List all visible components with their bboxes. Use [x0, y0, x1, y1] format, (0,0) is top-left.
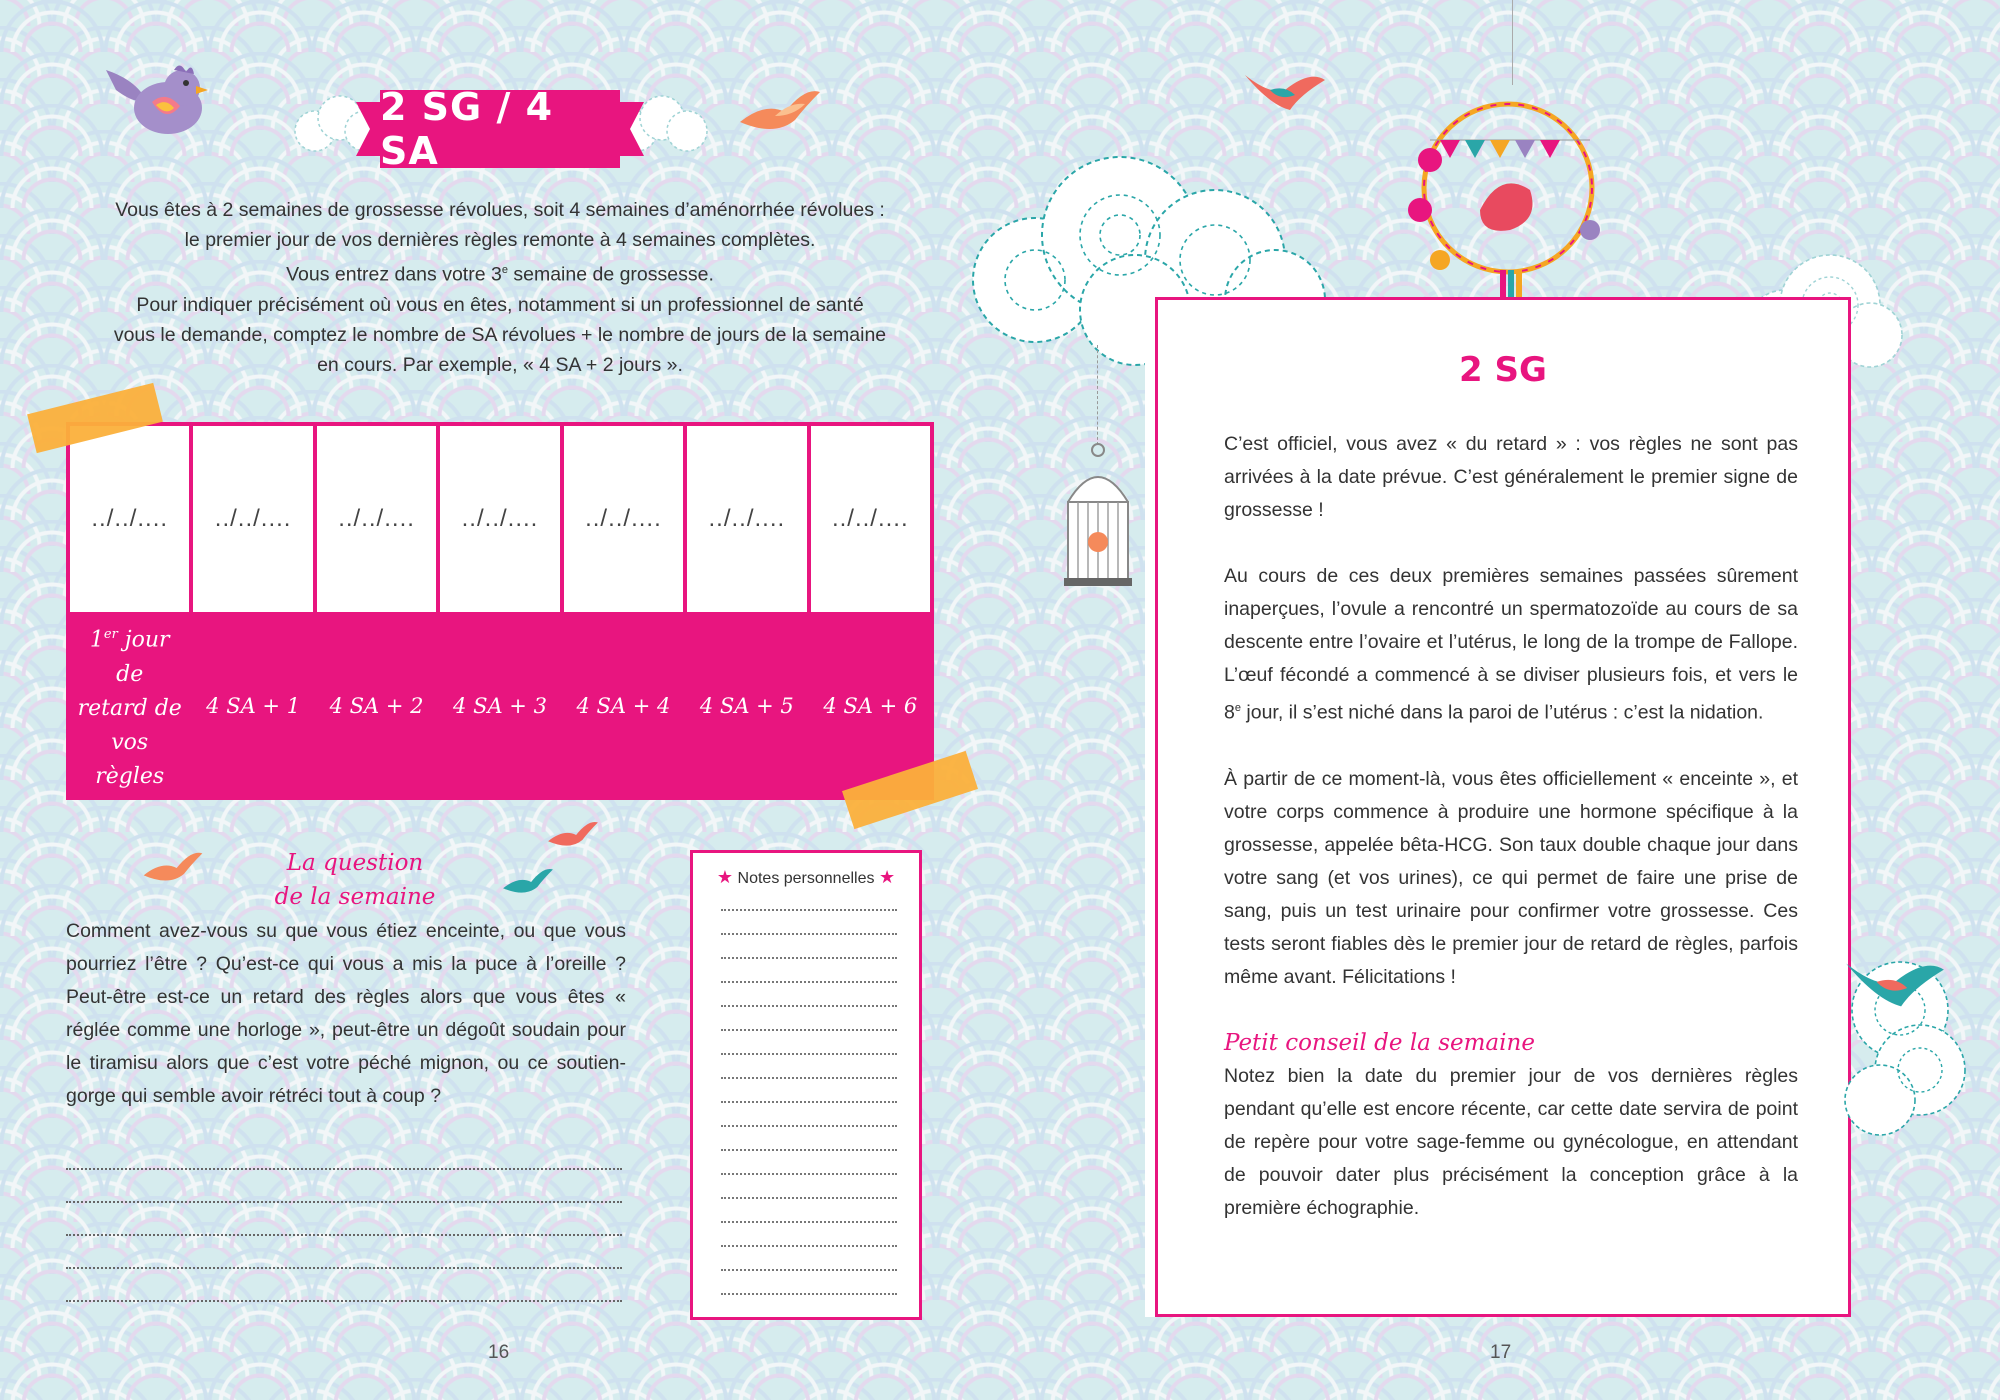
swallow-icon — [1240, 60, 1330, 130]
note-line[interactable] — [721, 1029, 897, 1031]
card-title: 2 SG — [1459, 350, 1547, 390]
swallow-icon — [500, 862, 556, 902]
star-icon: ★ — [878, 867, 896, 887]
answer-line[interactable] — [66, 1234, 622, 1236]
date-cell: ../../.... — [70, 426, 189, 612]
question-text: Comment avez-vous su que vous étiez enceinte, ou que vous pourriez l’être ? Qu’est-ce qui vous a mis la puce à l’oreille ? Peut-être est-ce un retard des règles alors que vous êtes « réglée comme une horloge », peut-être un dégoût soudain pour le tiramisu alors que c’est votre péché mignon, ou ce soutien-gorge qui semble avoir rétréci tout à coup ? — [66, 920, 626, 1107]
info-card — [1155, 297, 1851, 1317]
date-cell: ../../.... — [317, 426, 436, 612]
intro-line: vous le demande, comptez le nombre de SA révolues + le nombre de jours de la semaine — [113, 323, 887, 346]
note-line[interactable] — [721, 1245, 897, 1247]
note-line[interactable] — [721, 1101, 897, 1103]
swallow-icon — [545, 815, 601, 855]
note-line[interactable] — [721, 1125, 897, 1127]
intro-text — [70, 195, 930, 380]
mobile-icon — [1400, 80, 1610, 330]
first-day-label: 1er jour de retard de vos règles — [70, 616, 189, 796]
answer-line[interactable] — [66, 1168, 622, 1170]
purple-bird-icon — [96, 50, 216, 140]
note-line[interactable] — [721, 1173, 897, 1175]
intro-line: en cours. Par exemple, « 4 SA + 2 jours ». — [317, 353, 683, 376]
cage-string — [1097, 345, 1099, 445]
note-line[interactable] — [721, 909, 897, 911]
intro-line: Vous entrez dans votre 3e semaine de grossesse. — [286, 263, 714, 286]
note-line[interactable] — [721, 1221, 897, 1223]
day-label: 4 SA + 2 — [317, 616, 436, 796]
date-cell: ../../.... — [687, 426, 806, 612]
day-label: 4 SA + 6 — [811, 616, 930, 796]
notes-box — [690, 850, 922, 1320]
note-line[interactable] — [721, 1077, 897, 1079]
note-line[interactable] — [721, 957, 897, 959]
intro-line: Vous êtes à 2 semaines de grossesse révolues, soit 4 semaines d’aménorrhée révolues : — [115, 199, 885, 221]
note-line[interactable] — [721, 981, 897, 983]
paragraph: C’est officiel, vous avez « du retard » : vos règles ne sont pas arrivées à la date prévue. C’est généralement le premier signe de grossesse ! — [1224, 433, 1798, 521]
paragraph: Au cours de ces deux premières semaines passées sûrement inaperçues, l’ovule a rencontré un spermatozoïde au cours de sa descente entre l’ovaire et l’utérus, le long de la trompe de Fallope. L’œuf fécondé a commencé à se diviser plusieurs fois, et vers le 8e jour, il s’est niché dans la paroi de l’utérus : c’est la nidation. — [1224, 565, 1798, 724]
birdcage-icon — [1060, 442, 1136, 588]
note-line[interactable] — [721, 1149, 897, 1151]
note-line[interactable] — [721, 1269, 897, 1271]
intro-line: le premier jour de vos dernières règles remonte à 4 semaines complètes. — [184, 229, 816, 251]
note-line[interactable] — [721, 933, 897, 935]
page-title: 2 SG / 4 SA — [380, 90, 620, 168]
card-body — [1224, 428, 1798, 1225]
swallow-icon — [735, 82, 825, 142]
tip-text: Notez bien la date du premier jour de vos dernières règles pendant qu’elle est encore récente, car cette date servira de point de repère pour votre sage-femme ou gynécologue, en attendant de pouvoir dater plus précisément la conception grâce à la première échographie. — [1224, 1064, 1798, 1219]
date-cell: ../../.... — [564, 426, 683, 612]
mobile-string — [1512, 0, 1514, 85]
swallow-icon — [140, 845, 206, 891]
note-line[interactable] — [721, 1197, 897, 1199]
swallow-icon — [1840, 948, 1950, 1028]
tip-title: Petit conseil de la semaine — [1224, 1029, 1535, 1056]
date-cell: ../../.... — [811, 426, 930, 612]
page-number: 17 — [1490, 1342, 1512, 1363]
note-line[interactable] — [721, 1005, 897, 1007]
date-cell: ../../.... — [193, 426, 312, 612]
answer-line[interactable] — [66, 1300, 622, 1302]
notes-title: ★ Notes personnelles ★ — [716, 867, 896, 887]
day-label: 4 SA + 3 — [440, 616, 559, 796]
answer-line[interactable] — [66, 1201, 622, 1203]
intro-line: Pour indiquer précisément où vous en êtes, notamment si un professionnel de santé — [136, 293, 864, 316]
star-icon: ★ — [716, 867, 734, 887]
day-label: 4 SA + 5 — [687, 616, 806, 796]
day-label: 4 SA + 4 — [564, 616, 683, 796]
note-line[interactable] — [721, 1293, 897, 1295]
week-table — [66, 422, 934, 800]
date-cell: ../../.... — [440, 426, 559, 612]
question-title: La question de la semaine — [274, 850, 436, 910]
note-line[interactable] — [721, 1053, 897, 1055]
paragraph: À partir de ce moment-là, vous êtes officiellement « enceinte », et votre corps commence à produire une hormone spécifique à la grossesse, appelée bêta-HCG. Son taux double chaque jour dans votre sang (et vos urines), ce qui permet de faire une prise de sang, puis un test urinaire pour confirmer votre grossesse. Ces tests seront fiables dès le premier jour de retard de règles, parfois même avant. Félicitations ! — [1224, 767, 1798, 988]
answer-line[interactable] — [66, 1267, 622, 1269]
page-number: 16 — [488, 1342, 510, 1363]
day-label: 4 SA + 1 — [193, 616, 312, 796]
